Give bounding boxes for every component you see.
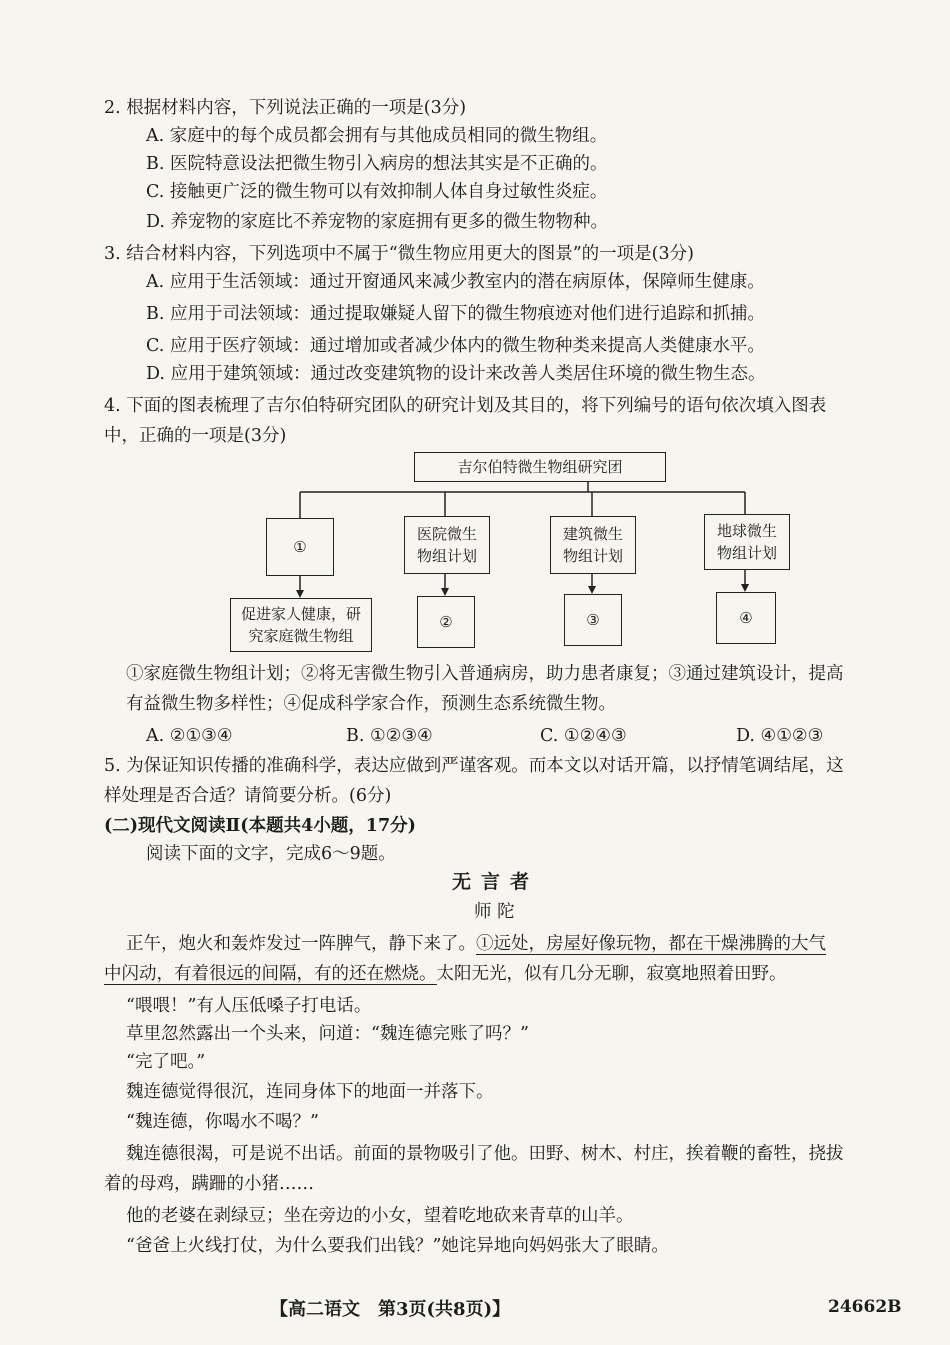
exam-code: 24662B: [828, 1297, 902, 1317]
story-author: 师 陀: [474, 902, 515, 922]
q3-stem: 3. 结合材料内容，下列选项中不属于“微生物应用更大的图景”的一项是(3分): [104, 244, 694, 264]
q4-fill-line2: 有益微生物多样性；④促成科学家合作，预测生态系统微生物。: [126, 694, 616, 714]
story-p5: 魏连德觉得很沉，连同身体下的地面一并落下。: [126, 1082, 494, 1102]
q2-option-c: C. 接触更广泛的微生物可以有效抑制人体自身过敏性炎症。: [146, 182, 608, 202]
page-footer: 【高二语文 第3页(共8页)】: [270, 1299, 511, 1320]
story-title: 无言者: [452, 871, 540, 893]
q3-option-b: B. 应用于司法领域：通过提取嫌疑人留下的微生物痕迹对他们进行追踪和抓捕。: [146, 304, 765, 324]
story-p1-line2-a: 中闪动，有着很远的间隔，有的还在燃烧。: [104, 964, 437, 984]
story-p2: “喂喂！”有人压低嗓子打电话。: [126, 996, 372, 1016]
diagram-plan-label-4a: 地球微生: [716, 522, 777, 540]
story-p1-line2: [104, 962, 787, 986]
story-p8: 他的老婆在剥绿豆；坐在旁边的小女，望着吃地砍来青草的山羊。: [126, 1206, 634, 1226]
section2-instruction: 阅读下面的文字，完成6～9题。: [146, 844, 396, 864]
diagram-plan-box-3: [550, 516, 636, 574]
q3-option-c: C. 应用于医疗领域：通过增加或者减少体内的微生物种类来提高人类健康水平。: [146, 336, 765, 356]
story-p1-line1: [126, 932, 826, 956]
story-p1-line1-a: 正午，炮火和轰炸发过一阵脾气，静下来了。: [126, 934, 476, 954]
q2-option-b: B. 医院特意设法把微生物引入病房的想法其实是不正确的。: [146, 154, 608, 174]
story-p4: “完了吧。”: [126, 1052, 206, 1072]
story-p3: 草里忽然露出一个头来，问道：“魏连德完账了吗？”: [126, 1024, 529, 1044]
story-p1-line2-b: 太阳无光，似有几分无聊，寂寞地照着田野。: [436, 964, 787, 984]
diagram-root-label: 吉尔伯特微生物组研究团: [457, 458, 623, 476]
q2-stem: 2. 根据材料内容，下列说法正确的一项是(3分): [104, 98, 467, 118]
q4-stem-line2: 中，正确的一项是(3分): [104, 426, 287, 446]
q4-option-a: A. ②①③④: [146, 726, 233, 746]
q4-option-d: D. ④①②③: [736, 726, 824, 746]
q3-option-d: D. 应用于建筑领域：通过改变建筑物的设计来改善人类居住环境的微生物生态。: [146, 364, 766, 384]
story-p7-line2: 着的母鸡，蹒跚的小猪……: [104, 1174, 314, 1194]
diagram-goal-box-2: [417, 596, 475, 648]
diagram-goal-box-3: [564, 594, 622, 646]
diagram-plan-box-2: [404, 516, 490, 574]
diagram-goal-label-1a: 促进家人健康，研: [240, 605, 361, 623]
diagram-goal-label-2: ②: [439, 613, 453, 631]
q4-fill-line1: ①家庭微生物组计划；②将无害微生物引入普通病房，助力患者康复；③通过建筑设计，提高: [126, 664, 844, 684]
q2-option-d: D. 养宠物的家庭比不养宠物的家庭拥有更多的微生物物种。: [146, 212, 609, 232]
story-p6: “魏连德，你喝水不喝？”: [126, 1112, 319, 1132]
diagram-plan-label-3a: 建筑微生: [562, 525, 623, 543]
section2-heading: (二)现代文阅读Ⅱ(本题共4小题，17分): [104, 816, 416, 836]
q4-option-b: B. ①②③④: [346, 726, 433, 746]
diagram-goal-box-4: [716, 592, 776, 644]
q2-option-a: A. 家庭中的每个成员都会拥有与其他成员相同的微生物组。: [146, 126, 608, 146]
diagram-goal-label-1b: 究家庭微生物组: [248, 627, 354, 645]
diagram-goal-box-1: [230, 598, 372, 652]
diagram-root-box: [414, 452, 666, 482]
q3-option-a: A. 应用于生活领域：通过开窗通风来减少教室内的潜在病原体，保障师生健康。: [146, 272, 765, 292]
diagram-goal-label-4: ④: [739, 609, 753, 627]
diagram-plan-label-1: ①: [293, 538, 307, 556]
q5-line2: 样处理是否合适？请简要分析。(6分): [104, 786, 392, 806]
q4-stem-line1: 4. 下面的图表梳理了吉尔伯特研究团队的研究计划及其目的，将下列编号的语句依次填入图表: [104, 396, 827, 416]
story-p7-line1: 魏连德很渴，可是说不出话。前面的景物吸引了他。田野、树木、村庄，挨着鞭的畜牲，挠拔: [126, 1144, 844, 1164]
q4-option-c: C. ①②④③: [540, 726, 627, 746]
diagram-plan-box-4: [704, 514, 790, 570]
q5-line1: 5. 为保证知识传播的准确科学，表达应做到严谨客观。而本文以对话开篇，以抒情笔调结尾，这: [104, 756, 844, 776]
diagram-plan-label-4b: 物组计划: [716, 544, 777, 562]
diagram-plan-label-3b: 物组计划: [562, 547, 623, 565]
diagram-goal-label-3: ③: [586, 611, 600, 629]
story-p9: “爸爸上火线打仗，为什么要我们出钱？”她诧异地向妈妈张大了眼睛。: [126, 1236, 669, 1256]
story-p1-line1-b: ①远处，房屋好像玩物，都在干燥沸腾的大气: [476, 934, 826, 954]
diagram-plan-box-1: [266, 518, 334, 576]
diagram-plan-label-2b: 物组计划: [416, 547, 477, 565]
diagram-plan-label-2a: 医院微生: [416, 525, 477, 543]
